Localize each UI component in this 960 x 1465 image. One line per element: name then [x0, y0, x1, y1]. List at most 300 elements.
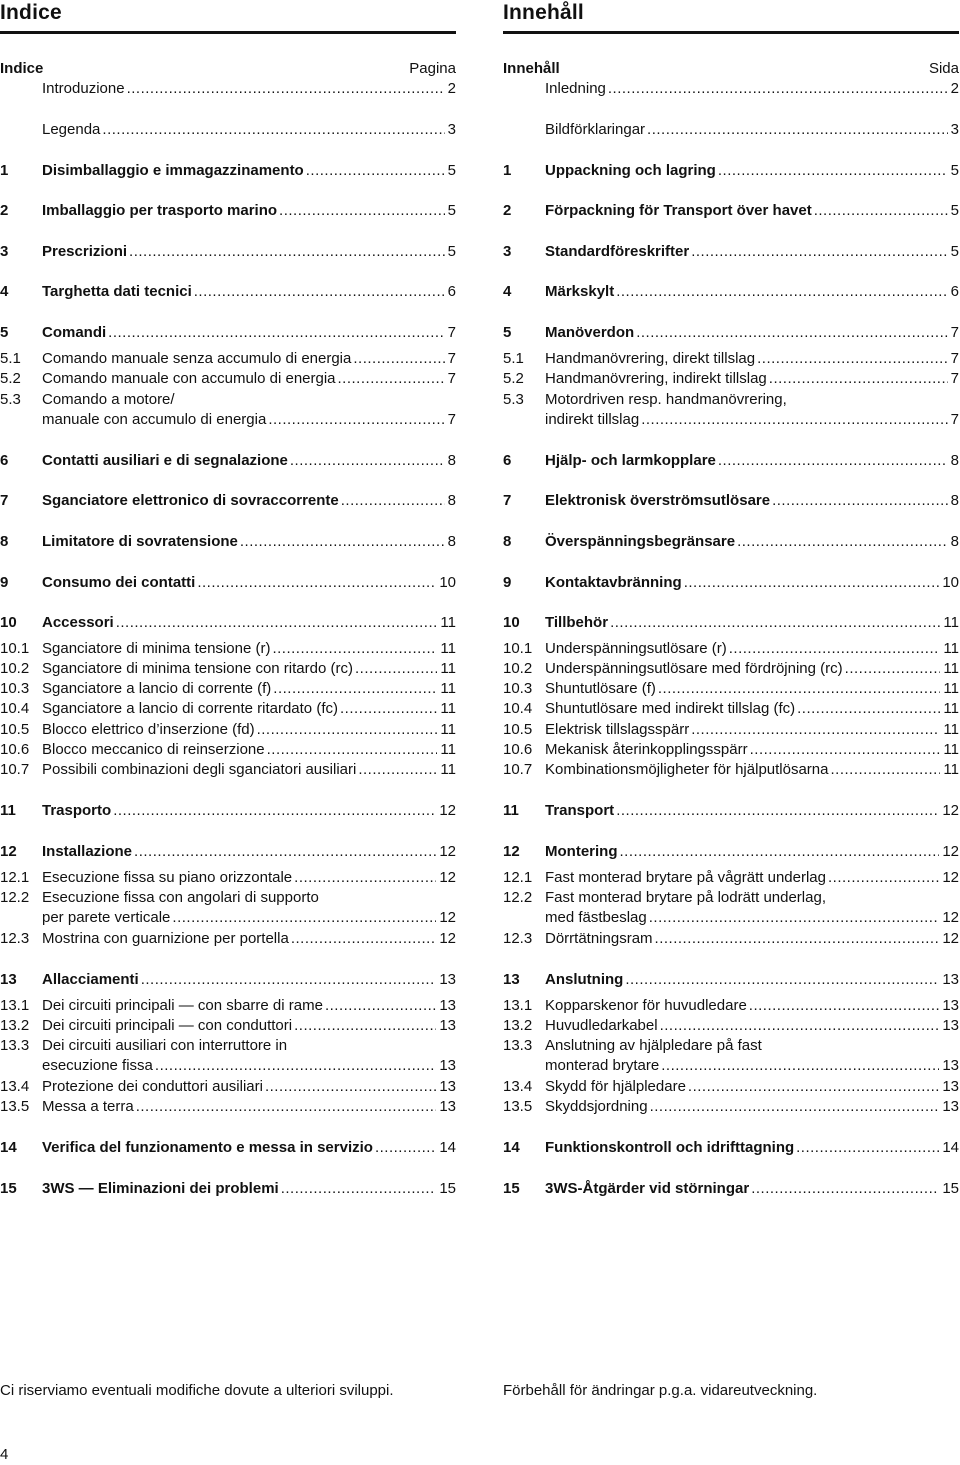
toc-entry-title: Verifica del funzionamento e messa in servizio	[42, 1139, 373, 1156]
toc-entry-title: Dei circuiti principali — con conduttori	[42, 1017, 293, 1034]
italian-footer-note: Ci riserviamo eventuali modifiche dovute a ulteriori sviluppi.	[0, 1382, 394, 1399]
dot-leader	[136, 1097, 437, 1117]
toc-entry-page: 7	[950, 324, 959, 341]
toc-entry-title: Sganciatore a lancio di corrente (f)	[42, 680, 272, 697]
toc-entry-number: 7	[0, 492, 9, 509]
toc-entry	[0, 201, 456, 221]
toc-entry-page: 5	[447, 162, 456, 179]
toc-entry-page: 5	[447, 202, 456, 219]
toc-entry-number: 3	[0, 243, 9, 260]
toc-entry	[0, 532, 456, 552]
dot-leader	[647, 120, 948, 140]
toc-entry	[0, 1138, 456, 1158]
toc-entry-number: 5.1	[0, 350, 21, 367]
toc-entry-page: 8	[447, 452, 456, 469]
toc-entry-number: 4	[0, 283, 9, 300]
toc-entry-page: 7	[950, 411, 959, 428]
toc-entry-title: Disimballaggio e immagazzinamento	[42, 162, 304, 179]
toc-entry-number: 12.1	[0, 869, 30, 886]
toc-entry-title: Underspänningsutlösare med fördröjning (rc)	[545, 660, 843, 677]
toc-entry-number: 5	[0, 324, 9, 341]
dot-leader	[729, 639, 941, 659]
toc-entry-page: 11	[943, 614, 959, 631]
toc-entry	[503, 369, 959, 389]
toc-entry	[0, 369, 456, 389]
toc-entry-title: Elektrisk tillslagsspärr	[545, 721, 690, 738]
toc-entry-title: Introduzione	[42, 80, 125, 97]
toc-entry-number: 13.4	[0, 1078, 30, 1095]
toc-entry-page: 13	[942, 1057, 959, 1074]
dot-leader	[641, 410, 947, 430]
toc-entry	[503, 532, 959, 552]
toc-entry	[0, 699, 456, 719]
toc-entry-page: 13	[439, 971, 456, 988]
toc-entry-title: Kombinationsmöjligheter för hjälputlösarna	[545, 761, 829, 778]
toc-entry	[503, 699, 959, 719]
toc-entry-number: 5.3	[0, 391, 21, 408]
toc-entry-page: 13	[942, 1078, 959, 1095]
toc-entry-title: Installazione	[42, 843, 133, 860]
toc-entry-page: 11	[943, 680, 959, 697]
toc-entry-title: Sganciatore di minima tensione (r)	[42, 640, 271, 657]
toc-entry-title: Montering	[545, 843, 618, 860]
toc-entry-page: 13	[942, 1017, 959, 1034]
toc-entry-page: 12	[439, 930, 456, 947]
toc-entry-page: 15	[942, 1180, 959, 1197]
toc-entry-number: 5.1	[503, 350, 524, 367]
toc-entry-title: Fast monterad brytare på lodrätt underlag,	[545, 889, 826, 906]
toc-entry-title: Märkskylt	[545, 283, 615, 300]
toc-entry	[503, 1056, 959, 1076]
toc-entry-title: Sganciatore di minima tensione con ritardo (rc)	[42, 660, 353, 677]
toc-entry	[0, 573, 456, 593]
dot-leader	[127, 79, 445, 99]
toc-entry	[503, 201, 959, 221]
swedish-toc-title: Innehåll	[503, 60, 560, 77]
toc-entry	[503, 1036, 959, 1056]
toc-entry	[0, 740, 456, 760]
dot-leader	[291, 929, 437, 949]
toc-entry	[0, 120, 456, 140]
toc-entry-page: 7	[447, 324, 456, 341]
toc-entry-number: 11	[0, 802, 16, 819]
dot-leader	[267, 740, 438, 760]
toc-entry-title: Imballaggio per trasporto marino	[42, 202, 278, 219]
toc-entry-number: 10.5	[0, 721, 30, 738]
dot-leader	[658, 679, 941, 699]
dot-leader	[265, 1077, 436, 1097]
toc-entry	[503, 679, 959, 699]
toc-entry-number: 7	[503, 492, 512, 509]
toc-entry-number: 10.2	[503, 660, 533, 677]
toc-entry	[503, 888, 959, 908]
toc-entry	[503, 996, 959, 1016]
dot-leader	[750, 740, 941, 760]
toc-entry-page: 7	[950, 370, 959, 387]
toc-entry-title: 3WS — Eliminazioni dei problemi	[42, 1180, 279, 1197]
toc-entry-number: 6	[0, 452, 9, 469]
toc-entry-page: 5	[950, 243, 959, 260]
toc-entry-title: Hjälp- och larmkopplare	[545, 452, 716, 469]
toc-entry-number: 3	[503, 243, 512, 260]
italian-toc-title: Indice	[0, 60, 44, 77]
toc-entry	[0, 1097, 456, 1117]
toc-entry-title: Elektronisk överströmsutlösare	[545, 492, 771, 509]
toc-entry-page: 10	[439, 574, 456, 591]
dot-leader	[108, 323, 444, 343]
toc-entry	[503, 282, 959, 302]
toc-entry-number: 12.1	[503, 869, 533, 886]
toc-entry-title: Possibili combinazioni degli sganciatori ausiliari	[42, 761, 357, 778]
toc-entry	[503, 491, 959, 511]
toc-entry-number: 9	[0, 574, 9, 591]
toc-entry-number: 1	[0, 162, 9, 179]
toc-entry-number: 14	[503, 1139, 520, 1156]
toc-entry-number: 10.4	[0, 700, 30, 717]
toc-entry	[0, 679, 456, 699]
toc-entry-number: 13.4	[503, 1078, 533, 1095]
dot-leader	[660, 1016, 940, 1036]
toc-entry-title: Contatti ausiliari e di segnalazione	[42, 452, 288, 469]
toc-entry-title: Handmanövrering, direkt tillslag	[545, 350, 756, 367]
toc-entry-page: 13	[942, 1098, 959, 1115]
toc-entry	[503, 613, 959, 633]
toc-entry-number: 13	[503, 971, 520, 988]
toc-entry-title: Skyddsjordning	[545, 1098, 648, 1115]
dot-leader	[268, 410, 444, 430]
toc-entry-number: 1	[503, 162, 512, 179]
toc-entry-number: 10.4	[503, 700, 533, 717]
toc-entry-number: 13.5	[0, 1098, 30, 1115]
toc-entry-title: Dei circuiti ausiliari con interruttore in	[42, 1037, 288, 1054]
toc-entry-page: 5	[447, 243, 456, 260]
dot-leader	[691, 720, 940, 740]
toc-entry	[0, 970, 456, 990]
toc-entry-title: Comando a motore/	[42, 391, 175, 408]
toc-entry	[503, 970, 959, 990]
dot-leader	[116, 613, 438, 633]
toc-entry-page: 11	[943, 721, 959, 738]
toc-entry-page: 11	[440, 700, 456, 717]
dot-leader	[769, 369, 948, 389]
toc-entry	[503, 1179, 959, 1199]
dot-leader	[610, 613, 940, 633]
toc-entry-page: 8	[447, 492, 456, 509]
toc-entry	[0, 1077, 456, 1097]
toc-entry-page: 14	[439, 1139, 456, 1156]
toc-entry-number: 10.5	[503, 721, 533, 738]
toc-entry-number: 11	[503, 802, 519, 819]
toc-entry-title: Anslutning	[545, 971, 624, 988]
toc-entry-number: 10.1	[0, 640, 30, 657]
dot-leader	[718, 451, 948, 471]
toc-entry-title: Prescrizioni	[42, 243, 128, 260]
toc-entry-title: Dörrtätningsram	[545, 930, 653, 947]
toc-entry-title: Tillbehör	[545, 614, 609, 631]
toc-entry	[503, 410, 959, 430]
dot-leader	[353, 349, 444, 369]
toc-entry-page: 5	[950, 162, 959, 179]
dot-leader	[616, 801, 939, 821]
dot-leader	[636, 323, 947, 343]
toc-entry-page: 6	[447, 283, 456, 300]
toc-entry-title: Kontaktavbränning	[545, 574, 682, 591]
toc-entry-number: 8	[0, 533, 9, 550]
dot-leader	[845, 659, 941, 679]
dot-leader	[358, 760, 437, 780]
dot-leader	[279, 201, 445, 221]
toc-entry-title: Standardföreskrifter	[545, 243, 690, 260]
toc-entry-title: Accessori	[42, 614, 114, 631]
toc-entry-number: 10	[503, 614, 520, 631]
toc-entry-page: 12	[439, 802, 456, 819]
toc-entry-number: 5.3	[503, 391, 524, 408]
swedish-page-label: Sida	[928, 60, 959, 77]
toc-entry-title: med fästbeslag	[545, 909, 647, 926]
toc-entry-page: 12	[439, 843, 456, 860]
swedish-column	[503, 0, 959, 1197]
toc-entry	[503, 801, 959, 821]
toc-entry-page: 2	[950, 80, 959, 97]
toc-entry	[0, 1016, 456, 1036]
dot-leader	[649, 908, 940, 928]
toc-entry-number: 13.2	[0, 1017, 30, 1034]
toc-entry	[0, 842, 456, 862]
dot-leader	[141, 970, 437, 990]
toc-entry-number: 12	[0, 843, 17, 860]
dot-leader	[749, 996, 940, 1016]
toc-entry-number: 13.1	[503, 997, 533, 1014]
toc-entry-title: Dei circuiti principali — con sbarre di rame	[42, 997, 323, 1014]
toc-entry	[503, 1077, 959, 1097]
dot-leader	[757, 349, 948, 369]
toc-entry-title: Blocco meccanico di reinserzione	[42, 741, 265, 758]
toc-entry-number: 12.3	[0, 930, 30, 947]
dot-leader	[290, 451, 445, 471]
toc-entry-number: 10.7	[0, 761, 30, 778]
toc-entry-title: Esecuzione fissa su piano orizzontale	[42, 869, 293, 886]
toc-entry	[503, 760, 959, 780]
toc-entry-title: Underspänningsutlösare (r)	[545, 640, 727, 657]
toc-entry-page: 3	[447, 121, 456, 138]
dot-leader	[616, 282, 947, 302]
dot-leader	[625, 970, 939, 990]
dot-leader	[691, 242, 947, 262]
toc-entry	[503, 349, 959, 369]
swedish-toc-header	[503, 59, 959, 79]
toc-entry-page: 7	[447, 411, 456, 428]
toc-entry	[503, 161, 959, 181]
toc-entry	[0, 929, 456, 949]
toc-entry-page: 7	[950, 350, 959, 367]
toc-entry-page: 11	[440, 614, 456, 631]
toc-entry-number: 10	[0, 614, 17, 631]
toc-entry-title: Protezione dei conduttori ausiliari	[42, 1078, 263, 1095]
toc-entry-title: monterad brytare	[545, 1057, 660, 1074]
toc-entry-number: 13.3	[0, 1037, 30, 1054]
toc-entry-page: 12	[942, 843, 959, 860]
toc-entry	[503, 451, 959, 471]
toc-entry-title: Mostrina con guarnizione per portella	[42, 930, 289, 947]
dot-leader	[281, 1179, 437, 1199]
dot-leader	[338, 369, 445, 389]
toc-entry-title: Messa a terra	[42, 1098, 134, 1115]
dot-leader	[831, 760, 941, 780]
dot-leader	[273, 679, 437, 699]
toc-entry-title: Allacciamenti	[42, 971, 139, 988]
toc-entry	[0, 908, 456, 928]
dot-leader	[737, 532, 948, 552]
dot-leader	[340, 699, 437, 719]
toc-entry-title: Targhetta dati tecnici	[42, 283, 192, 300]
dot-leader	[772, 491, 948, 511]
toc-entry-page: 13	[942, 997, 959, 1014]
dot-leader	[155, 1056, 436, 1076]
toc-entry-title: 3WS-Åtgärder vid störningar	[545, 1180, 750, 1197]
toc-entry	[503, 740, 959, 760]
toc-entry-number: 5.2	[503, 370, 524, 387]
toc-entry-number: 5	[503, 324, 512, 341]
toc-entry-number: 10.3	[503, 680, 533, 697]
dot-leader	[650, 1097, 940, 1117]
toc-entry-title: Skydd för hjälpledare	[545, 1078, 686, 1095]
toc-entry-title: per parete verticale	[42, 909, 171, 926]
toc-entry	[503, 908, 959, 928]
dot-leader	[797, 699, 940, 719]
toc-entry-number: 9	[503, 574, 512, 591]
toc-entry-number: 13.5	[503, 1098, 533, 1115]
dot-leader	[355, 659, 437, 679]
toc-entry-number: 13.3	[503, 1037, 533, 1054]
toc-entry-number: 13.2	[503, 1017, 533, 1034]
toc-entry-title: Inledning	[545, 80, 606, 97]
toc-entry-page: 5	[950, 202, 959, 219]
toc-entry-page: 14	[942, 1139, 959, 1156]
toc-entry	[503, 868, 959, 888]
toc-entry-number: 8	[503, 533, 512, 550]
toc-entry-title: Comando manuale senza accumulo di energia	[42, 350, 352, 367]
page-number: 4	[0, 1446, 9, 1463]
toc-entry	[0, 282, 456, 302]
toc-entry	[503, 929, 959, 949]
toc-entry-number: 15	[0, 1180, 17, 1197]
toc-entry-page: 12	[439, 869, 456, 886]
toc-entry-title: Funktionskontroll och idrifttagning	[545, 1139, 795, 1156]
toc-entry-number: 12.3	[503, 930, 533, 947]
toc-entry-page: 13	[439, 1078, 456, 1095]
toc-entry	[0, 1056, 456, 1076]
dot-leader	[718, 161, 948, 181]
toc-entry	[0, 451, 456, 471]
dot-leader	[172, 908, 436, 928]
toc-entry-page: 13	[439, 1098, 456, 1115]
toc-entry	[503, 639, 959, 659]
toc-entry-page: 12	[439, 909, 456, 926]
toc-entry-title: Shuntutlösare (f)	[545, 680, 656, 697]
dot-leader	[684, 573, 940, 593]
dot-leader	[325, 996, 436, 1016]
toc-entry-title: Comando manuale con accumulo di energia	[42, 370, 336, 387]
toc-entry-title: Manöverdon	[545, 324, 635, 341]
dot-leader	[751, 1179, 939, 1199]
toc-entry	[0, 410, 456, 430]
toc-entry-title: indirekt tillslag	[545, 411, 640, 428]
toc-entry	[503, 1016, 959, 1036]
dot-leader	[294, 868, 436, 888]
dot-leader	[688, 1077, 939, 1097]
toc-entry-title: Överspänningsbegränsare	[545, 533, 736, 550]
toc-entry-page: 11	[943, 660, 959, 677]
toc-entry	[0, 613, 456, 633]
toc-entry-title: Comandi	[42, 324, 107, 341]
toc-entry	[503, 79, 959, 99]
toc-entry-page: 11	[440, 660, 456, 677]
dot-leader	[341, 491, 445, 511]
toc-entry	[503, 659, 959, 679]
toc-entry-title: Handmanövrering, indirekt tillslag	[545, 370, 767, 387]
toc-entry-title: Motordriven resp. handmanövrering,	[545, 391, 787, 408]
italian-page-label: Pagina	[409, 60, 456, 77]
toc-entry-title: Transport	[545, 802, 615, 819]
toc-entry-number: 14	[0, 1139, 17, 1156]
toc-entry-title: Förpackning för Transport över havet	[545, 202, 812, 219]
toc-entry-number: 2	[0, 202, 9, 219]
dot-leader	[306, 161, 445, 181]
toc-entry-number: 12.2	[503, 889, 533, 906]
toc-entry-page: 7	[447, 370, 456, 387]
dot-leader	[655, 929, 940, 949]
dot-leader	[375, 1138, 436, 1158]
toc-entry-number: 4	[503, 283, 512, 300]
toc-entry	[503, 842, 959, 862]
swedish-heading: Innehåll	[503, 0, 959, 34]
toc-entry-page: 12	[942, 869, 959, 886]
toc-entry	[0, 1036, 456, 1056]
toc-entry-title: Uppackning och lagring	[545, 162, 716, 179]
toc-entry-title: esecuzione fissa	[42, 1057, 153, 1074]
toc-entry-page: 11	[943, 700, 959, 717]
toc-entry-page: 7	[447, 350, 456, 367]
toc-entry-page: 8	[950, 492, 959, 509]
toc-entry-page: 8	[950, 452, 959, 469]
toc-entry-page: 13	[439, 1057, 456, 1074]
toc-entry-number: 12	[503, 843, 520, 860]
toc-entry-number: 10.6	[503, 741, 533, 758]
toc-entry-number: 13.1	[0, 997, 30, 1014]
dot-leader	[796, 1138, 939, 1158]
swedish-footer-note: Förbehåll för ändringar p.g.a. vidareutveckning.	[503, 1382, 818, 1399]
toc-entry-page: 11	[943, 640, 959, 657]
toc-entry-number: 2	[503, 202, 512, 219]
toc-entry	[0, 639, 456, 659]
toc-entry	[0, 349, 456, 369]
toc-entry-number: 6	[503, 452, 512, 469]
toc-entry-title: Trasporto	[42, 802, 112, 819]
toc-entry-page: 11	[440, 640, 456, 657]
dot-leader	[828, 868, 939, 888]
toc-entry-title: Limitatore di sovratensione	[42, 533, 238, 550]
toc-entry	[0, 996, 456, 1016]
toc-entry	[503, 323, 959, 343]
dot-leader	[661, 1056, 939, 1076]
toc-entry	[503, 720, 959, 740]
toc-entry-page: 12	[942, 802, 959, 819]
dot-leader	[129, 242, 445, 262]
toc-entry-number: 10.7	[503, 761, 533, 778]
dot-leader	[294, 1016, 436, 1036]
toc-entry-title: Huvudledarkabel	[545, 1017, 658, 1034]
toc-entry-title: Sganciatore a lancio di corrente ritardato (fc)	[42, 700, 338, 717]
